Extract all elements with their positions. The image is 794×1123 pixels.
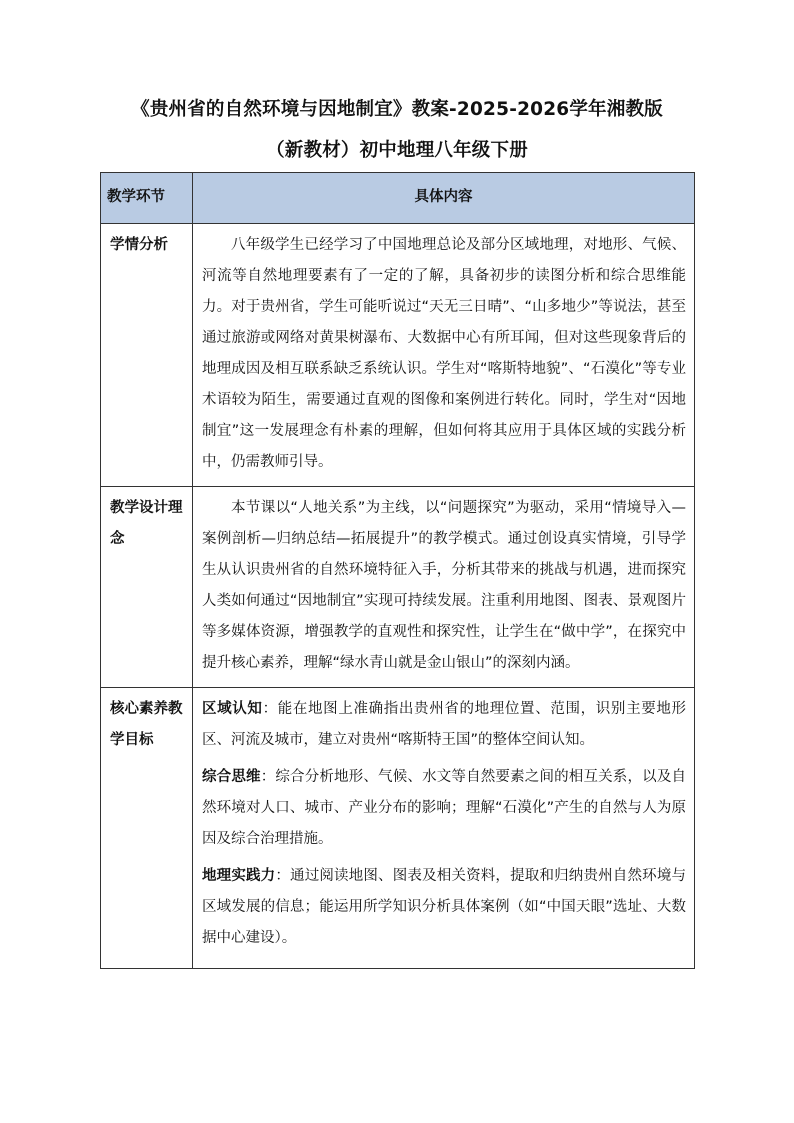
lesson-plan-table [100,172,695,969]
goal-name: 综合思维 [202,769,261,785]
goal-name: 区域认知 [202,701,263,717]
stage-cell-student-analysis: 学情分析 [101,224,193,487]
stage-cell-core-goals: 核心素养教学目标 [101,688,193,969]
goal-regional-cognition [202,694,686,756]
table-row [101,688,695,969]
content-cell-student-analysis [193,224,695,487]
stage-cell-design-concept: 教学设计理念 [101,487,193,688]
table-row [101,224,695,487]
table-header-row [101,173,695,224]
document-title-line-1: 《贵州省的自然环境与因地制宜》教案-2025-2026学年湘教版 [131,99,663,120]
goal-integrated-thinking [202,762,686,855]
goal-name: 地理实践力 [202,868,276,884]
student-analysis-text: 八年级学生已经学习了中国地理总论及部分区域地理，对地形、气候、河流等自然地理要素有了一定的了解，具备初步的读图分析和综合思维能力。对于贵州省，学生可能听说过“天无三日晴”、“山多地少”等说法，甚至通过旅游或网络对黄果树瀑布、大数据中心有所耳闻，但对这些现象背后的地理成因及相互联系缺乏系统认识。学生对“喀斯特地貌”、“石漠化”等专业术语较为陌生，需要通过直观的图像和案例进行转化。同时，学生对“因地制宜”这一发展理念有朴素的理解，但如何将其应用于具体区域的实践分析中，仍需教师引导。 [202,237,686,470]
goal-text: ：通过阅读地图、图表及相关资料，提取和归纳贵州自然环境与区域发展的信息；能运用所学知识分析具体案例（如“中国天眼”选址、大数据中心建设）。 [202,868,686,946]
goal-text: ：综合分析地形、气候、水文等自然要素之间的相互关系，以及自然环境对人口、城市、产业分布的影响；理解“石漠化”产生的自然与人为原因及综合治理措施。 [202,769,686,847]
goal-practical-ability [202,861,686,954]
column-header-stage: 教学环节 [101,173,193,224]
content-cell-core-goals [193,688,695,969]
table-row [101,487,695,688]
column-header-content: 具体内容 [193,173,695,224]
goal-text: ：能在地图上准确指出贵州省的地理位置、范围，识别主要地形区、河流及城市，建立对贵州“喀斯特王国”的整体空间认知。 [202,701,687,748]
design-concept-text: 本节课以“人地关系”为主线，以“问题探究”为驱动，采用“情境导入—案例剖析—归纳总结—拓展提升”的教学模式。通过创设真实情境，引导学生从认识贵州省的自然环境特征入手，分析其带来的挑战与机遇，进而探究人类如何通过“因地制宜”实现可持续发展。注重利用地图、图表、景观图片等多媒体资源，增强教学的直观性和探究性，让学生在“做中学”，在探究中提升核心素养，理解“绿水青山就是金山银山”的深刻内涵。 [202,500,686,671]
content-cell-design-concept [193,487,695,688]
document-title-line-2: （新教材）初中地理八年级下册 [266,140,528,161]
